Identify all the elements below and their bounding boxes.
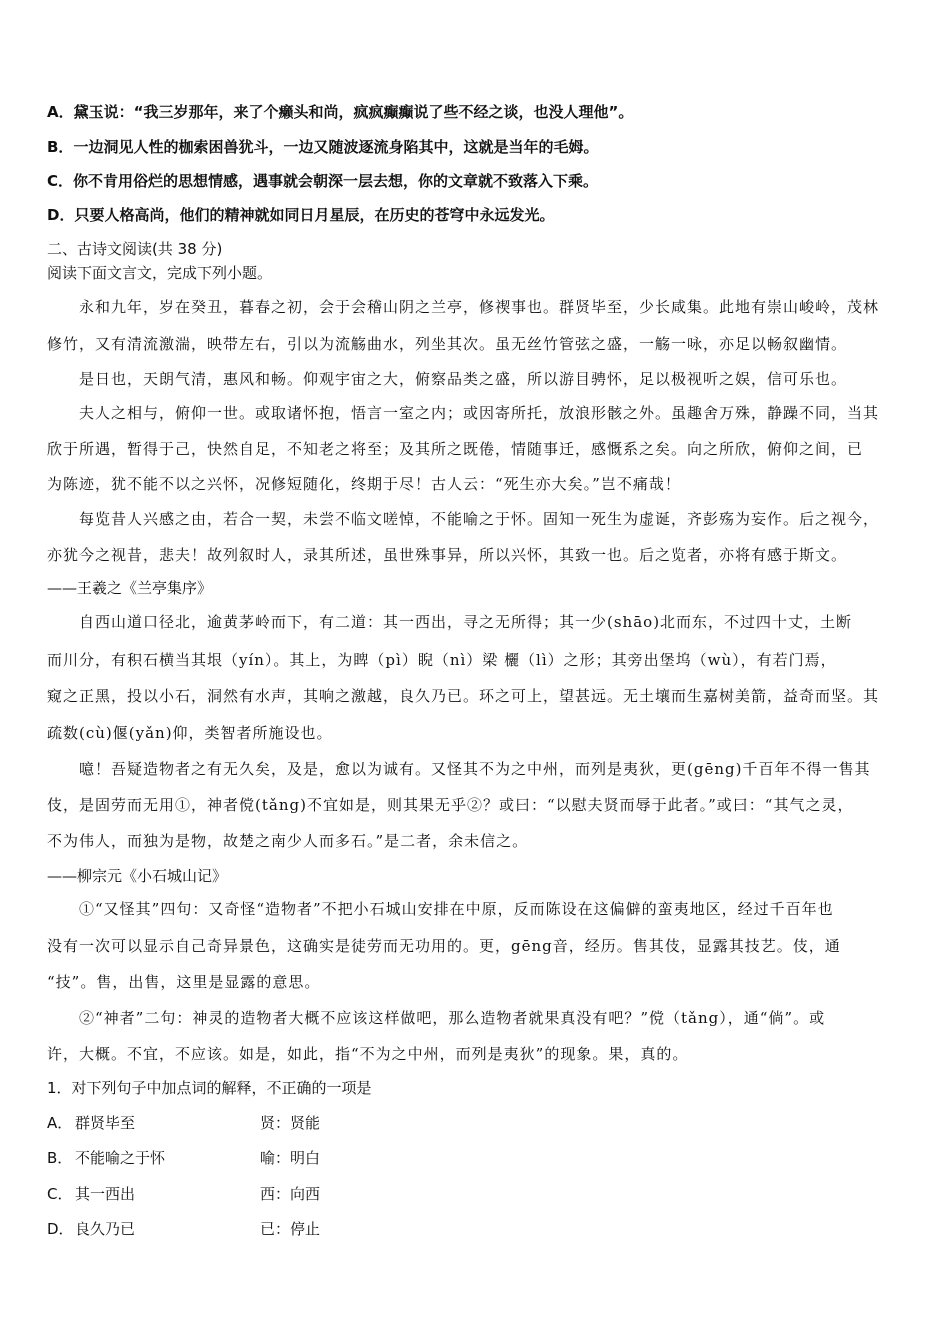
option-letter: C．	[47, 1185, 73, 1203]
question-option-d	[47, 1219, 320, 1239]
option-letter: B．	[47, 138, 74, 156]
section-title: 二、古诗文阅读(共 38 分)	[47, 240, 223, 258]
option-meaning: 贤：贤能	[260, 1114, 321, 1132]
passage1-attribution: ——王羲之《兰亭集序》	[47, 579, 213, 597]
option-phrase: 良久乃已	[75, 1220, 136, 1238]
passage2-line: 自西山道口径北，逾黄茅岭而下，有二道：其一西出，寻之无所得；其一少(shāo)北而东，不过四十丈，土断	[79, 613, 853, 631]
option-letter: A．	[47, 1114, 73, 1132]
passage2-line: 而川分，有积石横当其垠（yín）。其上，为睥（pì）睨（nì）梁 欐（lì）之形；其旁出堡坞（wù），有若门焉，	[47, 651, 837, 669]
passage2-line: 疏数(cù)偃(yǎn)仰，类智者所施设也。	[47, 724, 333, 742]
option-phrase: 不能喻之于怀	[75, 1149, 166, 1167]
passage1-line: 欣于所遇，暂得于己，快然自足，不知老之将至；及其所之既倦，情随事迁，感慨系之矣。向之所欣，俯仰之间，已	[47, 440, 864, 458]
note-line: ①“又怪其”四句：又奇怪“造物者”不把小石城山安排在中原，反而陈设在这偏僻的蛮夷地区，经过千百年也	[79, 900, 834, 918]
note-line: “技”。售，出售，这里是显露的意思。	[47, 973, 321, 991]
passage2-line: 不为伟人，而独为是物，故楚之南少人而多石。”是二者，余未信之。	[47, 832, 529, 850]
option-phrase: 其一西出	[75, 1185, 136, 1203]
option-d-top	[47, 205, 554, 225]
option-meaning: 已：停止	[260, 1220, 321, 1238]
passage1-line: 为陈迹，犹不能不以之兴怀，况修短随化，终期于尽！古人云：“死生亦大矣。”岂不痛哉！	[47, 475, 681, 493]
passage1-line: 是日也，天朗气清，惠风和畅。仰观宇宙之大，俯察品类之盛，所以游目骋怀，足以极视听之娱，信可乐也。	[79, 370, 848, 388]
passage1-line: 夫人之相与，俯仰一世。或取诸怀抱，悟言一室之内；或因寄所托，放浪形骸之外。虽趣舍万殊，静躁不同，当其	[79, 404, 880, 422]
question-stem: 1．对下列句子中加点词的解释，不正确的一项是	[47, 1079, 372, 1097]
note-line: 没有一次可以显示自己奇异景色，这确实是徒劳而无功用的。更，gēng音，经历。售其伎，显露其技艺。伎，通	[47, 937, 841, 955]
option-letter: B．	[47, 1149, 73, 1167]
passage2-attribution: ——柳宗元《小石城山记》	[47, 867, 228, 885]
section-instruction: 阅读下面文言文，完成下列小题。	[47, 264, 273, 282]
option-letter: C．	[47, 172, 74, 190]
question-option-a	[47, 1113, 320, 1133]
option-text: 只要人格高尚，他们的精神就如同日月星辰，在历史的苍穹中永远发光。	[74, 206, 555, 224]
question-option-c	[47, 1184, 320, 1204]
option-phrase: 群贤毕至	[75, 1114, 136, 1132]
passage1-line: 永和九年，岁在癸丑，暮春之初，会于会稽山阴之兰亭，修禊事也。群贤毕至，少长咸集。此地有崇山峻岭，茂林	[79, 298, 880, 316]
option-letter: D．	[47, 1220, 74, 1238]
passage2-line: 窥之正黑，投以小石，洞然有水声，其响之激越，良久乃已。环之可上，望甚远。无土壤而生嘉树美箭，益奇而坚。其	[47, 687, 880, 705]
passage1-line: 每览昔人兴感之由，若合一契，未尝不临文嗟悼，不能喻之于怀。固知一死生为虚诞，齐彭殇为妄作。后之视今，	[79, 510, 880, 528]
option-meaning: 喻：明白	[260, 1149, 321, 1167]
note-line: ②“神者”二句：神灵的造物者大概不应该这样做吧，那么造物者就果真没有吧？”傥（tǎng），通“倘”。或	[79, 1009, 826, 1027]
option-letter: D．	[47, 206, 75, 224]
option-b-top	[47, 137, 598, 157]
option-c-top	[47, 171, 598, 191]
passage1-line: 修竹，又有清流激湍，映带左右，引以为流觞曲水，列坐其次。虽无丝竹管弦之盛，一觞一咏，亦足以畅叙幽情。	[47, 335, 848, 353]
option-letter: A．	[47, 103, 74, 121]
option-a-top	[47, 102, 633, 122]
question-option-b	[47, 1148, 320, 1168]
option-text: 你不肯用俗烂的思想情感，遇事就会朝深一层去想，你的文章就不致落入下乘。	[73, 172, 599, 190]
passage2-line: 伎，是固劳而无用①，神者傥(tǎng)不宜如是，则其果无乎②？或曰：“以慰夫贤而辱于此者。”或曰：“其气之灵，	[47, 796, 854, 814]
note-line: 许，大概。不宜，不应该。如是，如此，指“不为之中州，而列是夷狄”的现象。果，真的。	[47, 1045, 689, 1063]
option-text: 黛玉说：“我三岁那年，来了个癞头和尚，疯疯癫癫说了些不经之谈，也没人理他”。	[73, 103, 634, 121]
passage1-line: 亦犹今之视昔，悲夫！故列叙时人，录其所述，虽世殊事异，所以兴怀，其致一也。后之览者，亦将有感于斯文。	[47, 546, 848, 564]
option-text: 一边洞见人性的枷索困兽犹斗，一边又随波逐流身陷其中，这就是当年的毛姆。	[73, 138, 599, 156]
passage2-line: 噫！吾疑造物者之有无久矣，及是，愈以为诚有。又怪其不为之中州，而列是夷狄，更(gēng)千百年不得一售其	[79, 760, 871, 778]
option-meaning: 西：向西	[260, 1185, 321, 1203]
